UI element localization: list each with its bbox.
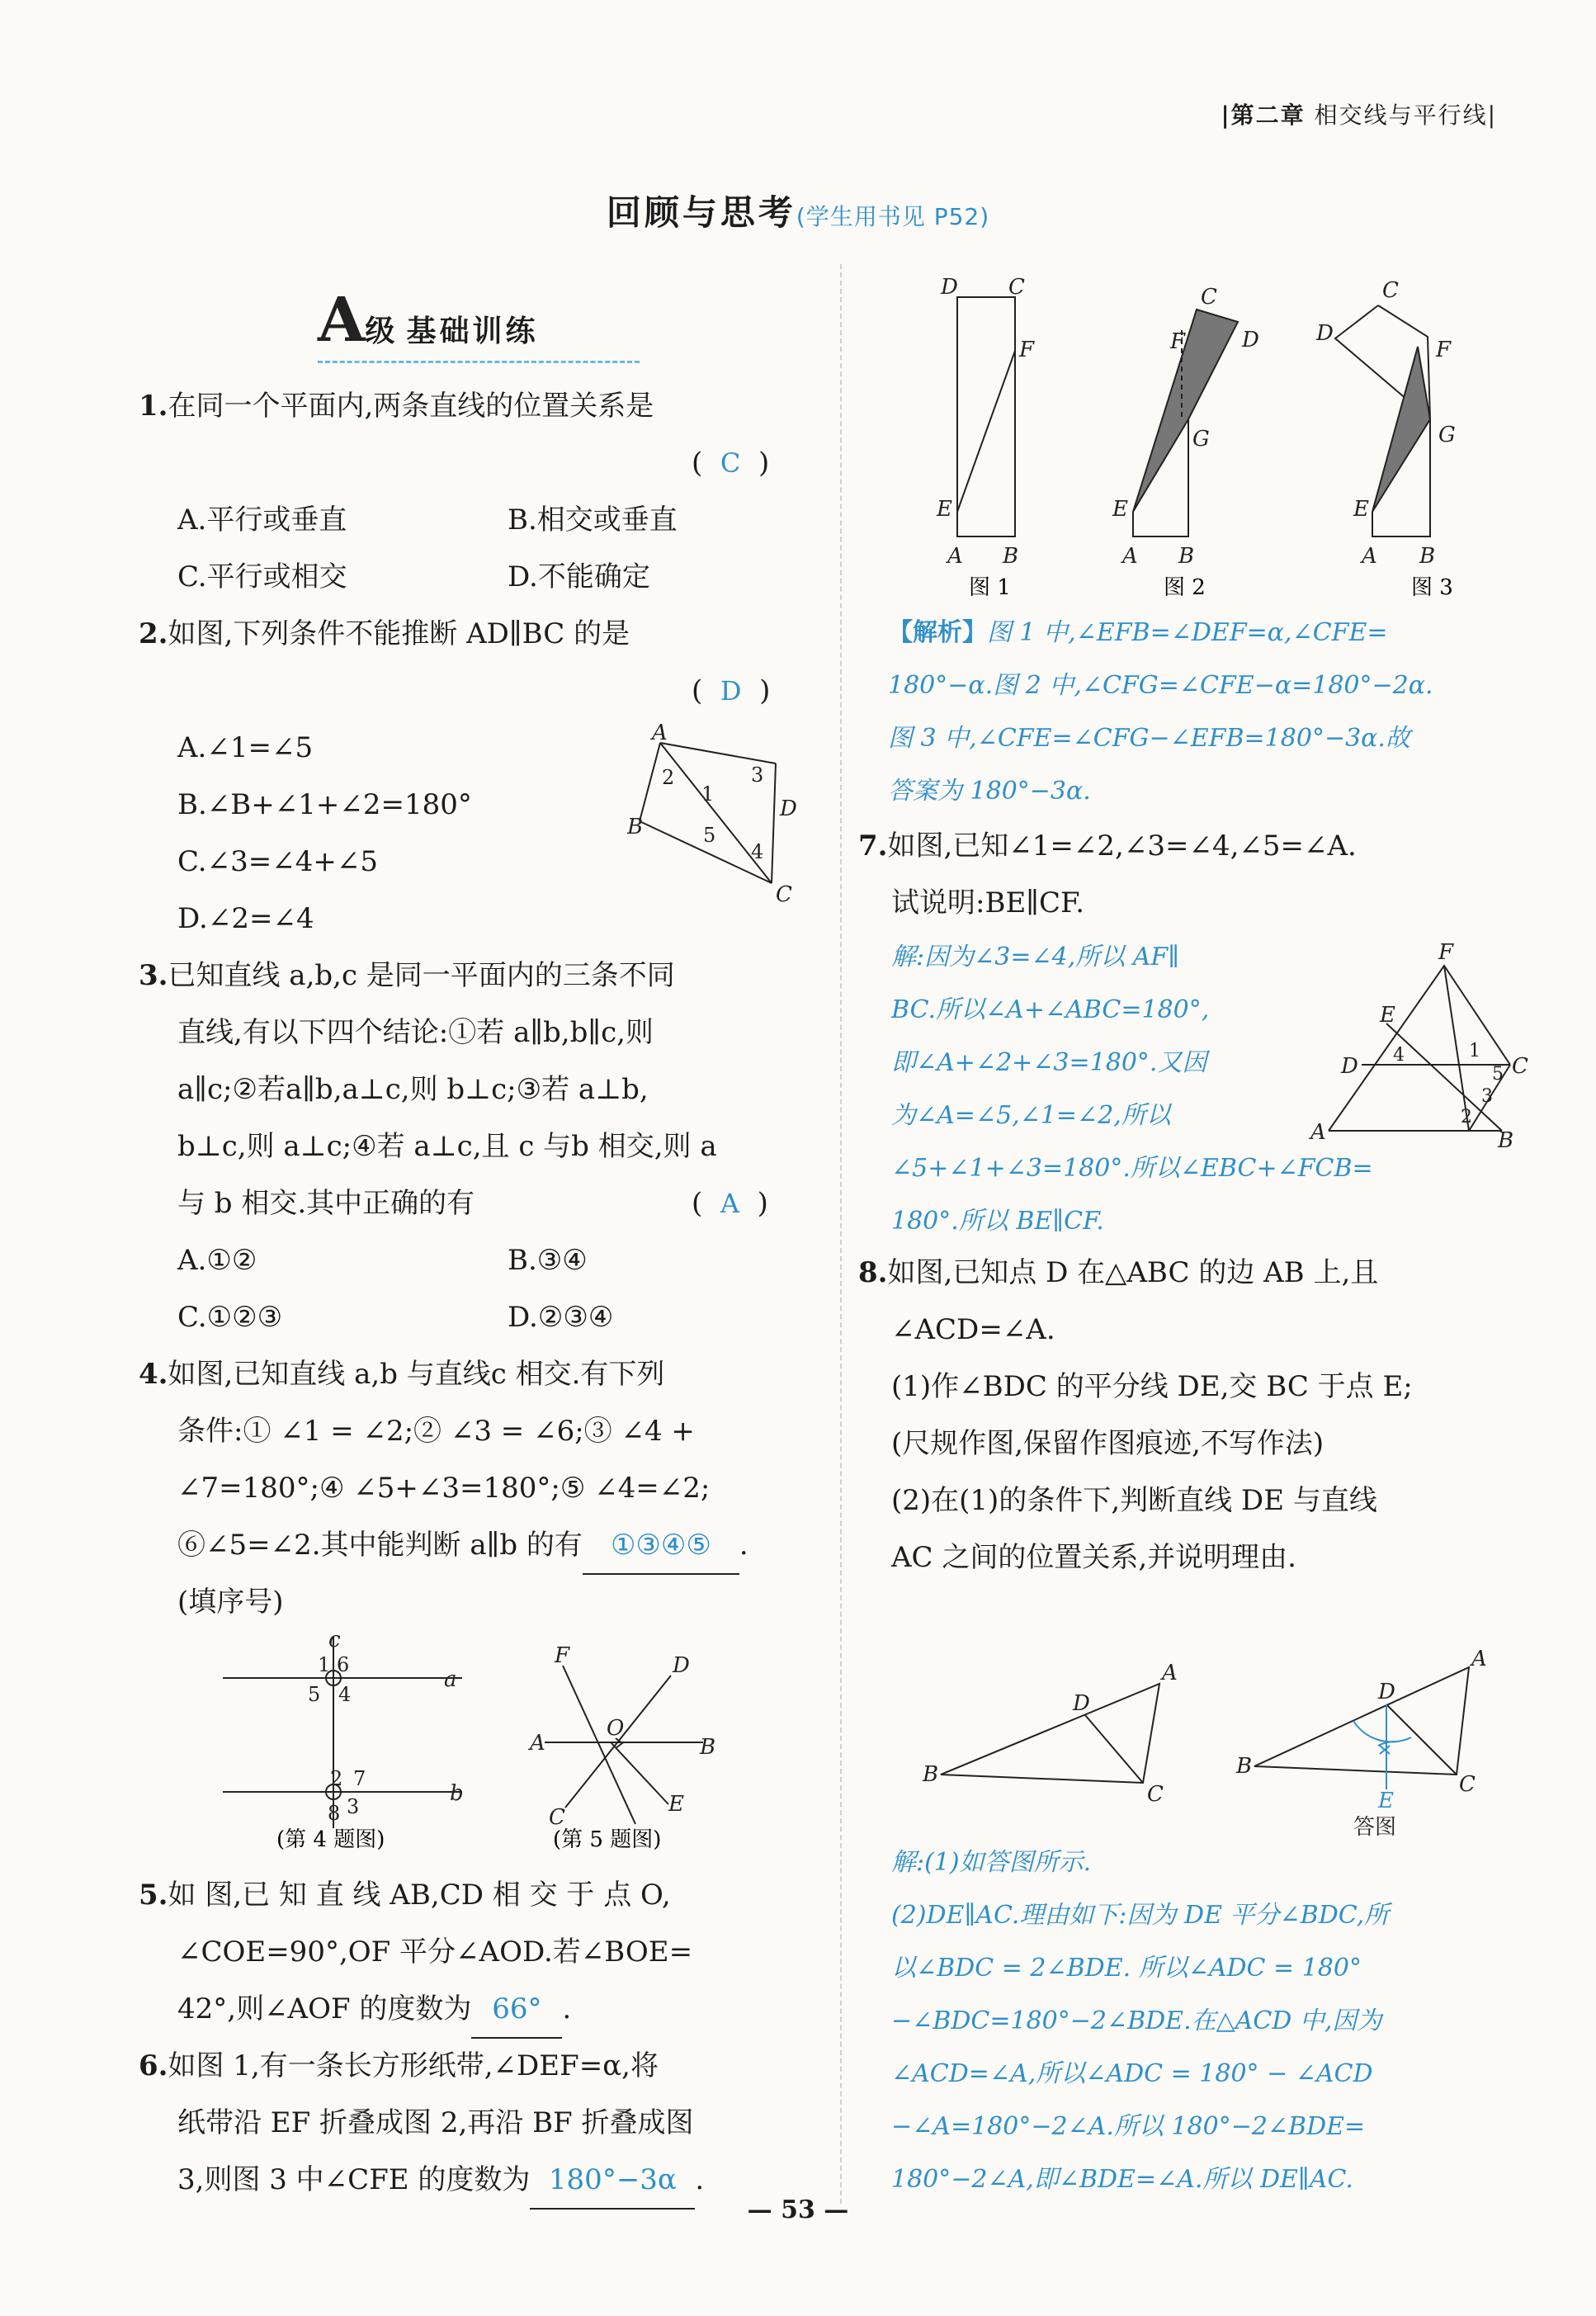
q5-text-3: 42°,则∠AOF 的度数为 [177,1992,472,2025]
svg-text:5: 5 [703,824,716,847]
q1-answer-paren: ( C ) [692,447,770,480]
svg-text:5: 5 [308,1683,321,1706]
q3-option-a: A.①② [177,1244,257,1277]
q7-figure [1304,933,1535,1147]
q3-answer: A [720,1188,739,1219]
q8-number: 8. [858,1256,888,1289]
q3-option-d: D.②③④ [508,1301,614,1334]
q5-line-2: ∠COE=90°,OF 平分∠AOD.若∠BOE= [177,1936,693,1969]
fig3-caption: 图 3 [1411,575,1453,600]
svg-text:1: 1 [701,782,715,806]
q4-line-3: ∠7=180°;④ ∠5+∠3=180°;⑤ ∠4=∠2; [177,1472,711,1505]
q7-sol-6: 180°.所以 BE∥CF. [891,1207,1104,1236]
q1-option-b: B.相交或垂直 [508,503,678,536]
q6-line-1 [139,2038,659,2094]
analysis-line-3: 图 3 中,∠CFE=∠CFG−∠EFB=180°−3α.故 [888,724,1410,753]
q2-figure [627,718,825,908]
running-header [1221,97,1497,130]
svg-text:B: B [1419,544,1436,569]
svg-text:2: 2 [330,1767,343,1790]
q8-line-1 [858,1245,1378,1301]
svg-text:D: D [1073,1691,1090,1716]
svg-text:E: E [937,497,952,522]
svg-text:2: 2 [1461,1107,1472,1127]
svg-text:a: a [444,1667,457,1692]
q8-sol-2: (2)DE∥AC.理由如下:因为 DE 平分∠BDC,所 [891,1901,1390,1930]
q5-answer: 66° [471,1981,562,2039]
svg-text:E: E [668,1792,684,1817]
svg-text:G: G [1438,423,1456,447]
svg-text:F: F [1436,338,1452,362]
badge-underline [318,351,640,363]
svg-text:A: A [947,544,963,569]
svg-text:G: G [1192,427,1210,451]
q2-answer-paren: ( D ) [692,674,771,707]
analysis-tag: 【解析】 [888,618,987,647]
title-ref: (学生用书见 P52) [796,203,990,230]
q1-option-a: A.平行或垂直 [177,503,347,536]
q8-line-6: AC 之间的位置关系,并说明理由. [891,1541,1296,1574]
q5-line-3: 42°,则∠AOF 的度数为 66° . [177,1981,571,2039]
fig2-caption: 图 2 [1164,575,1206,600]
svg-text:E: E [1353,497,1369,522]
svg-text:A: A [530,1731,545,1756]
svg-text:A: A [1122,544,1138,569]
q5-line-1 [139,1867,671,1923]
svg-text:3: 3 [1481,1086,1493,1107]
q8-sol-7: 180°−2∠A,即∠BDE=∠A.所以 DE∥AC. [891,2165,1353,2194]
svg-text:B: B [1178,544,1195,569]
q8-line-3: (1)作∠BDC 的平分线 DE,交 BC 于点 E; [891,1370,1413,1403]
q4-figure [215,1630,487,1853]
q8-line-4: (尺规作图,保留作图痕迹,不写作法) [891,1427,1324,1460]
q4-line-4: ⑥∠5=∠2.其中能判断 a∥b 的有 ①③④⑤ . [177,1517,748,1575]
svg-text:A: A [1162,1661,1178,1685]
q3-option-c: C.①②③ [177,1301,283,1334]
q2-option-a: A.∠1=∠5 [177,731,314,764]
q2-number: 2. [139,617,168,650]
q8-text-1: 如图,已知点 D 在△ABC 的边 AB 上,且 [887,1256,1379,1289]
q7-sol-5: ∠5+∠1+∠3=180°.所以∠EBC+∠FCB= [891,1154,1373,1183]
q8-sol-5: ∠ACD=∠A,所以∠ADC = 180° − ∠ACD [891,2059,1373,2088]
q5-text-1: 如 图,已 知 直 线 AB,CD 相 交 于 点 O, [168,1879,671,1912]
q6-line-2: 纸带沿 EF 折叠成图 2,再沿 BF 折叠成图 [177,2106,694,2139]
svg-text:E: E [1112,497,1128,522]
svg-text:1: 1 [318,1653,331,1676]
q8-sol-6: −∠A=180°−2∠A.所以 180°−2∠BDE= [891,2112,1366,2141]
svg-text:1: 1 [1469,1041,1480,1061]
q8-sol-3: 以∠BDC = 2∠BDE. 所以∠ADC = 180° [891,1954,1362,1983]
svg-text:A: A [1310,1120,1326,1145]
svg-text:C: C [1201,285,1217,310]
q6-figures [916,264,1543,603]
q8-sol-1: 解:(1)如答图所示. [891,1848,1092,1877]
q3-line-2: 直线,有以下四个结论:①若 a∥b,b∥c,则 [177,1016,654,1049]
q6-text-3: 3,则图 3 中∠CFE 的度数为 [177,2163,531,2196]
q4-answer: ①③④⑤ [583,1517,739,1575]
svg-text:6: 6 [337,1653,350,1676]
svg-text:D: D [1242,328,1259,352]
svg-text:7: 7 [353,1767,366,1790]
q4-text-4: ⑥∠5=∠2.其中能判断 a∥b 的有 [177,1529,583,1562]
svg-text:F: F [1019,338,1035,362]
svg-text:B: B [923,1762,939,1787]
q7-sol-4: 为∠A=∠5,∠1=∠2,所以 [891,1101,1171,1130]
page-title [0,186,1596,235]
svg-text:F: F [555,1643,570,1668]
q1-option-d: D.不能确定 [508,560,650,593]
q6-number: 6. [139,2049,168,2082]
svg-text:B: B [627,815,644,839]
svg-text:D: D [1378,1680,1395,1704]
q6-answer: 180°−3α [530,2152,695,2210]
page-number: — 53 — [747,2195,849,2224]
analysis-text-1: 图 1 中,∠EFB=∠DEF=α,∠CFE= [987,618,1388,647]
svg-text:c: c [328,1630,341,1652]
q5-figure [520,1642,743,1853]
analysis-line-2: 180°−α.图 2 中,∠CFG=∠CFE−α=180°−2α. [888,671,1433,700]
q4-text-1: 如图,已知直线 a,b 与直线c 相交.有下列 [168,1358,665,1391]
q3-line-5: 与 b 相交.其中正确的有 [177,1187,475,1220]
q8-figure [916,1642,1221,1808]
svg-text:C: C [1008,275,1025,300]
q3-line-1 [139,948,675,1004]
topic-label: 相交线与平行线| [1314,102,1497,129]
q8-line-2: ∠ACD=∠A. [891,1313,1055,1346]
svg-text:B: B [1003,544,1019,569]
q1-option-c: C.平行或相交 [177,560,347,593]
q2-answer: D [720,675,742,707]
svg-text:B: B [1236,1754,1253,1779]
q8-caption: 答图 [1353,1815,1397,1840]
q5-caption: (第 5 题图) [553,1827,662,1852]
q7-sol-3: 即∠A+∠2+∠3=180°.又因 [891,1048,1207,1077]
q7-sol-1: 解:因为∠3=∠4,所以 AF∥ [891,943,1180,971]
svg-text:D: D [1316,321,1334,346]
svg-text:8: 8 [328,1802,341,1825]
q2-option-d: D.∠2=∠4 [177,902,314,935]
q4-number: 4. [139,1358,168,1391]
analysis-line-1 [888,607,1388,659]
section-badge [318,285,538,356]
svg-text:F: F [1438,940,1454,965]
svg-text:A: A [652,721,668,745]
svg-text:C: C [1459,1772,1476,1797]
q3-text-1: 已知直线 a,b,c 是同一平面内的三条不同 [168,959,675,992]
svg-text:C: C [1382,278,1399,303]
svg-text:E: E [1378,1789,1394,1813]
level-suffix: 级 [365,314,395,348]
q5-number: 5. [139,1879,168,1912]
svg-text:F: F [1170,329,1186,354]
q2-option-c: C.∠3=∠4+∠5 [177,845,378,878]
q1-stem [139,378,654,434]
q7-sol-2: BC.所以∠A+∠ABC=180°, [891,995,1210,1024]
column-divider [840,264,842,2204]
svg-text:4: 4 [1393,1045,1405,1066]
q8-answer-figure [1230,1642,1543,1841]
svg-text:B: B [700,1735,716,1760]
chapter-label: |第二章 [1221,102,1306,129]
svg-text:C: C [776,882,792,907]
q6-text-1: 如图 1,有一条长方形纸带,∠DEF=α,将 [168,2049,659,2082]
q3-line-3: a∥c;②若a∥b,a⊥c,则 b⊥c;③若 a⊥b, [177,1073,649,1106]
q7-line-1 [858,818,1357,874]
q7-line-2: 试说明:BE∥CF. [891,886,1085,919]
q1-text: 在同一个平面内,两条直线的位置关系是 [168,390,654,423]
svg-text:A: A [1362,544,1377,569]
q7-text-1: 如图,已知∠1=∠2,∠3=∠4,∠5=∠A. [887,830,1357,863]
q2-option-b: B.∠B+∠1+∠2=180° [177,788,472,821]
svg-text:D: D [1341,1054,1358,1079]
fig1-caption: 图 1 [969,575,1011,600]
svg-text:A: A [1471,1647,1487,1671]
svg-text:D: D [780,796,797,821]
svg-text:5: 5 [1492,1064,1504,1085]
svg-text:D: D [673,1653,690,1678]
svg-text:3: 3 [751,763,764,787]
svg-text:b: b [450,1781,464,1806]
q7-number: 7. [858,830,888,863]
q2-stem [139,606,630,662]
q4-line-1 [139,1346,664,1402]
svg-text:4: 4 [751,840,764,863]
q4-tail: (填序号) [177,1586,284,1619]
q3-number: 3. [139,959,168,992]
q4-line-2: 条件:① ∠1 = ∠2;② ∠3 = ∠6;③ ∠4 + [177,1415,695,1448]
svg-text:C: C [549,1805,565,1830]
q6-line-3: 3,则图 3 中∠CFE 的度数为 180°−3α . [177,2152,704,2210]
svg-text:E: E [1380,1003,1395,1028]
q1-number: 1. [139,390,168,423]
svg-text:D: D [941,275,958,300]
svg-text:2: 2 [662,766,675,789]
svg-text:O: O [607,1716,625,1741]
q3-option-b: B.③④ [508,1244,588,1277]
svg-text:4: 4 [338,1683,352,1706]
q3-line-4: b⊥c,则 a⊥c;④若 a⊥c,且 c 与b 相交,则 a [177,1130,717,1163]
svg-text:3: 3 [347,1795,360,1818]
q1-answer: C [720,447,741,479]
q3-answer-paren: ( A ) [692,1187,768,1220]
level-letter: A [318,285,366,356]
title-main: 回顾与思考 [606,192,796,233]
section-label: 基础训练 [406,314,539,348]
analysis-line-4: 答案为 180°−3α. [888,777,1091,806]
svg-text:C: C [1512,1054,1528,1079]
q4-caption: (第 4 题图) [276,1827,385,1852]
q2-text: 如图,下列条件不能推断 AD∥BC 的是 [168,617,630,650]
svg-text:B: B [1498,1128,1514,1147]
svg-text:C: C [1147,1782,1164,1807]
q8-sol-4: −∠BDC=180°−2∠BDE.在△ACD 中,因为 [891,2006,1382,2035]
q8-line-5: (2)在(1)的条件下,判断直线 DE 与直线 [891,1484,1377,1517]
